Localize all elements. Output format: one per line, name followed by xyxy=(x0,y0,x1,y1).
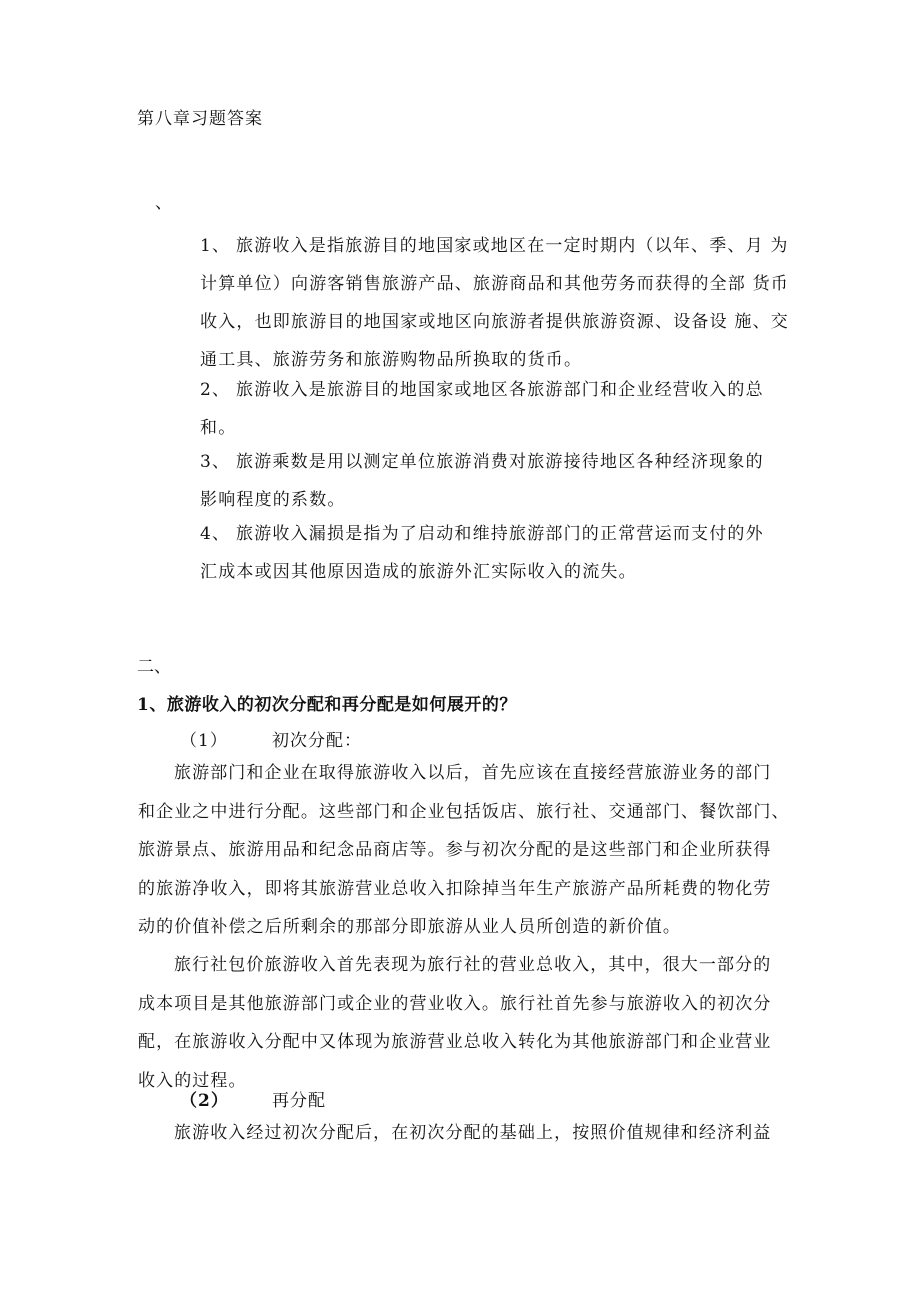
subsection-2-heading xyxy=(180,1086,326,1111)
paragraph-1-line-3: 旅游景点、旅游用品和纪念品商店等。参与初次分配的是这些部门和企业所获得 xyxy=(138,840,772,860)
definition-item-3 xyxy=(200,443,764,519)
subsection-1-title: 初次分配： xyxy=(272,731,362,751)
paragraph-1-line-2: 和企业之中进行分配。这些部门和企业包括饭店、旅行社、交通部门、餐饮部门、 xyxy=(138,801,790,822)
definition-1-text-1: 旅游收入是指旅游目的地国家或地区在一定时期内（以年、季、月 为 xyxy=(236,236,789,256)
paragraph-1-line-4: 的旅游净收入，即将其旅游营业总收入扣除掉当年生产旅游产品所耗费的物化劳 xyxy=(138,878,772,899)
definition-1-line-3: 收入，也即旅游目的地国家或地区向旅游者提供旅游资源、设备设 施、交 xyxy=(200,312,790,332)
paragraph-1-line-1: 旅游部门和企业在取得旅游收入以后，首先应该在直接经营旅游业务的部门 xyxy=(174,763,772,783)
question-1-heading: 1、旅游收入的初次分配和再分配是如何展开的？ xyxy=(137,695,517,715)
definition-1-line-4: 通工具、旅游劳务和旅游购物品所换取的货币。 xyxy=(200,350,583,370)
paragraph-redistribution xyxy=(138,1114,798,1153)
definition-1-number: 1、 xyxy=(200,236,231,256)
definition-2-line-1 xyxy=(200,371,764,409)
definition-2-text-1: 旅游收入是旅游目的地国家或地区各旅游部门和企业经营收入的总 xyxy=(236,380,764,400)
paragraph-2-line-4: 收入的过程。 xyxy=(138,1070,247,1091)
subsection-1-label: （1） xyxy=(180,731,228,751)
definition-1-line-1 xyxy=(200,227,789,265)
paragraph-2-line-1: 旅行社包价旅游收入首先表现为旅行社的营业总收入，其中，很大一部分的 xyxy=(174,955,772,975)
definition-3-line-1 xyxy=(200,443,764,481)
definition-3-text-1: 旅游乘数是用以测定单位旅游消费对旅游接待地区各种经济现象的 xyxy=(236,452,764,472)
definition-4-line-2: 汇成本或因其他原因造成的旅游外汇实际收入的流失。 xyxy=(200,562,637,582)
definition-1-line-2: 计算单位）向游客销售旅游产品、旅游商品和其他劳务而获得的全部 货币 xyxy=(200,274,790,294)
definition-4-number: 4、 xyxy=(200,524,231,544)
paragraph-3-line-1: 旅游收入经过初次分配后，在初次分配的基础上，按照价值规律和经济利益 xyxy=(174,1123,772,1143)
definition-item-1 xyxy=(200,227,789,379)
paragraph-1-line-5: 动的价值补偿之后所剩余的那部分即旅游从业人员所创造的新价值。 xyxy=(138,917,681,937)
subsection-2-title: 再分配 xyxy=(272,1091,326,1111)
paragraph-travel-agency xyxy=(138,946,798,1100)
definition-item-4 xyxy=(200,515,764,591)
subsection-2-label: （2） xyxy=(180,1091,229,1111)
paragraph-primary-distribution xyxy=(138,754,798,947)
definition-2-number: 2、 xyxy=(200,380,231,400)
paragraph-2-line-2: 成本项目是其他旅游部门或企业的营业收入。旅行社首先参与旅游收入的初次分 xyxy=(138,993,772,1014)
definition-3-number: 3、 xyxy=(200,452,231,472)
section-two-marker: 二、 xyxy=(137,657,171,677)
definition-4-text-1: 旅游收入漏损是指为了启动和维持旅游部门的正常营运而支付的外 xyxy=(236,524,764,544)
definition-item-2 xyxy=(200,371,764,447)
definition-2-line-2: 和。 xyxy=(200,418,237,438)
definition-4-line-1 xyxy=(200,515,764,553)
chapter-title: 第八章习题答案 xyxy=(137,109,263,129)
section-one-marker: 、 xyxy=(155,193,172,213)
definition-3-line-2: 影响程度的系数。 xyxy=(200,490,346,510)
subsection-1-heading xyxy=(180,726,362,751)
paragraph-2-line-3: 配，在旅游收入分配中又体现为旅游营业总收入转化为其他旅游部门和企业营业 xyxy=(138,1032,772,1052)
